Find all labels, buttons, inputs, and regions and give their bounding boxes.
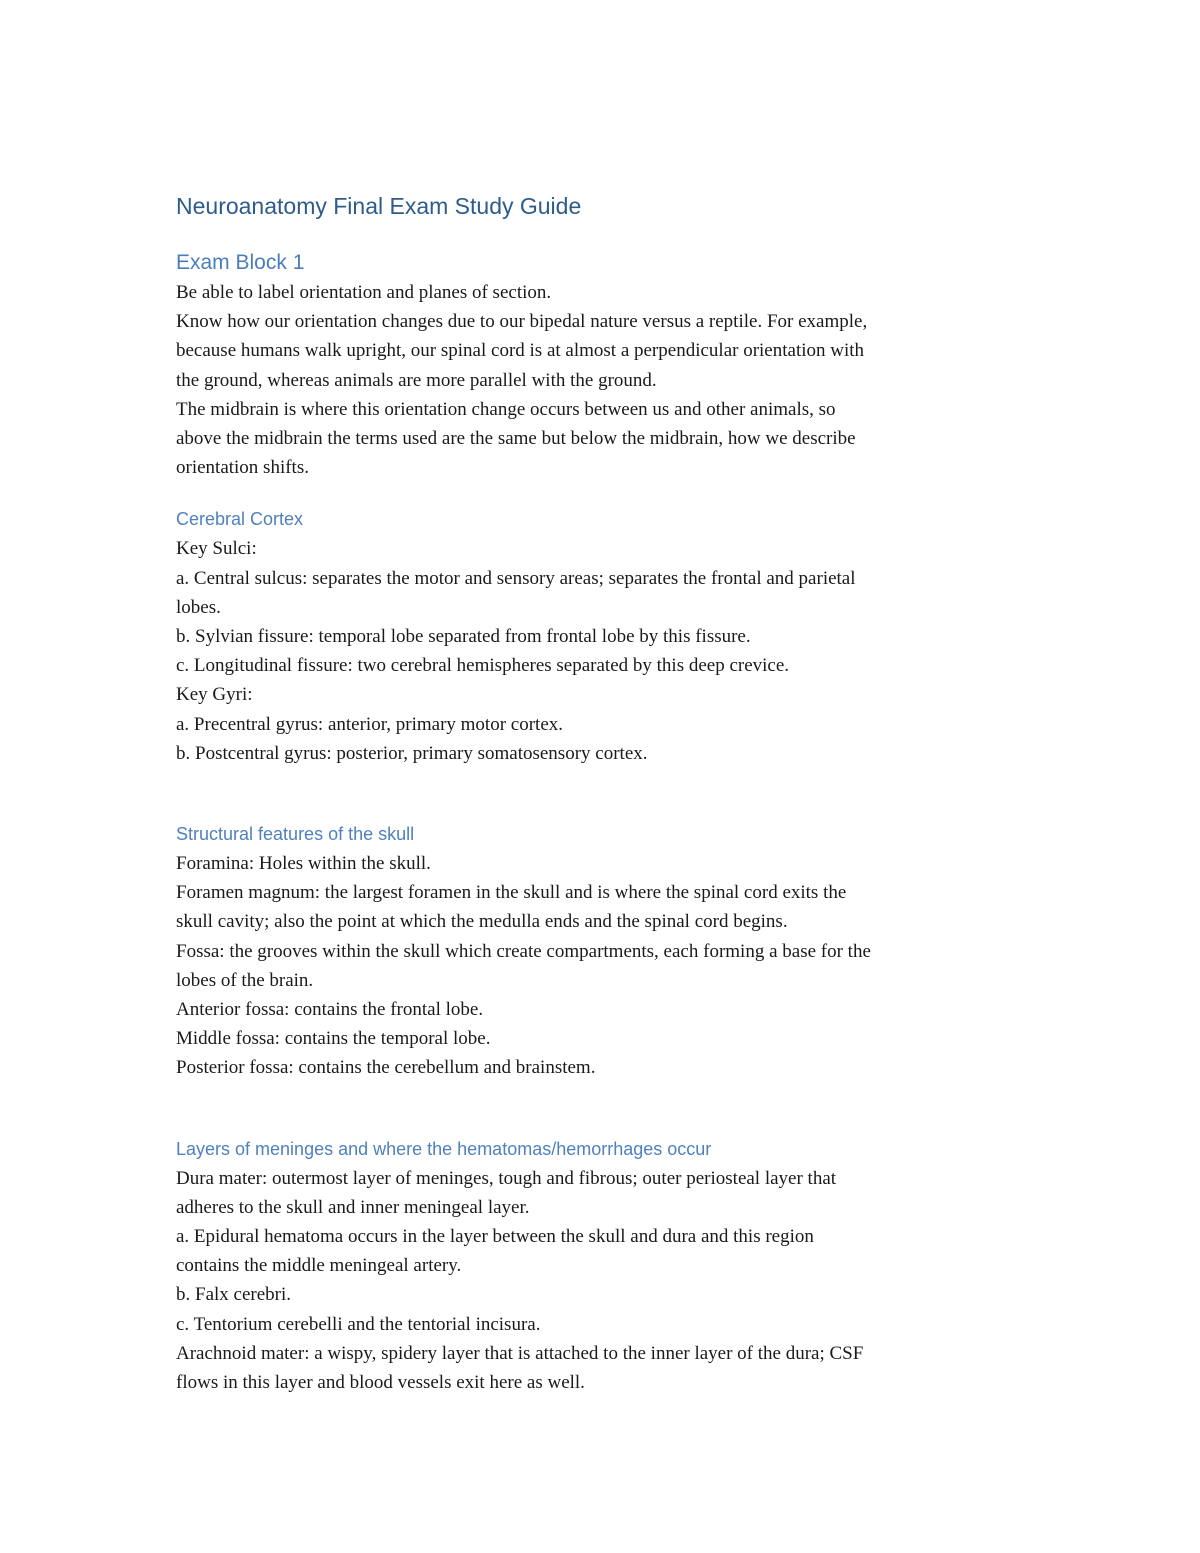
text-line: b. Postcentral gyrus: posterior, primary somatosensory cortex. — [176, 742, 648, 764]
text-line: a. Central sulcus: separates the motor and sensory areas; separates the frontal and parietal — [176, 567, 856, 589]
text-line: a. Precentral gyrus: anterior, primary motor cortex. — [176, 713, 564, 735]
text-line: flows in this layer and blood vessels exit here as well. — [176, 1372, 585, 1394]
text-line: because humans walk upright, our spinal cord is at almost a perpendicular orientation with — [176, 340, 865, 362]
text-line: contains the middle meningeal artery. — [176, 1255, 462, 1277]
section-skull — [176, 820, 1026, 1083]
text-line: orientation shifts. — [176, 457, 309, 479]
text-line: the ground, whereas animals are more parallel with the ground. — [176, 369, 657, 391]
section-heading: Layers of meninges and where the hematomas/hemorrhages occur — [176, 1138, 712, 1159]
intro-paragraph — [176, 278, 1026, 482]
text-line: Middle fossa: contains the temporal lobe. — [176, 1028, 491, 1050]
text-line: above the midbrain the terms used are the same but below the midbrain, how we describe — [176, 428, 856, 450]
exam-block-heading: Exam Block 1 — [176, 251, 305, 274]
text-line: b. Sylvian fissure: temporal lobe separated from frontal lobe by this fissure. — [176, 626, 751, 648]
section-heading: Structural features of the skull — [176, 824, 415, 845]
text-line: Key Sulci: — [176, 538, 257, 560]
text-line: Dura mater: outermost layer of meninges, tough and fibrous; outer periosteal layer that — [176, 1167, 837, 1189]
document-body — [176, 190, 1026, 1397]
text-line: skull cavity; also the point at which the medulla ends and the spinal cord begins. — [176, 911, 788, 933]
text-line: Fossa: the grooves within the skull which create compartments, each forming a base for the — [176, 940, 871, 962]
text-line: Anterior fossa: contains the frontal lobe. — [176, 999, 484, 1021]
text-line: Know how our orientation changes due to our bipedal nature versus a reptile. For example, — [176, 311, 868, 333]
text-line: Arachnoid mater: a wispy, spidery layer that is attached to the inner layer of the dura; CSF — [176, 1342, 864, 1364]
section-heading: Cerebral Cortex — [176, 509, 304, 530]
section-meninges — [176, 1135, 1026, 1398]
text-line: lobes of the brain. — [176, 969, 314, 991]
text-line: a. Epidural hematoma occurs in the layer between the skull and dura and this region — [176, 1226, 814, 1248]
text-line: Foramina: Holes within the skull. — [176, 853, 431, 875]
text-line: lobes. — [176, 596, 221, 618]
text-line: Be able to label orientation and planes of section. — [176, 282, 552, 303]
text-line: The midbrain is where this orientation change occurs between us and other animals, so — [176, 398, 836, 420]
text-line: adheres to the skull and inner meningeal layer. — [176, 1196, 530, 1218]
text-line: Foramen magnum: the largest foramen in the skull and is where the spinal cord exits the — [176, 882, 847, 904]
text-line: Key Gyri: — [176, 684, 253, 706]
text-line: c. Tentorium cerebelli and the tentorial incisura. — [176, 1313, 541, 1335]
text-line: c. Longitudinal fissure: two cerebral hemispheres separated by this deep crevice. — [176, 655, 790, 677]
document-title: Neuroanatomy Final Exam Study Guide — [176, 193, 582, 219]
text-line: Posterior fossa: contains the cerebellum and brainstem. — [176, 1057, 596, 1079]
text-line: b. Falx cerebri. — [176, 1284, 292, 1306]
section-cerebral-cortex — [176, 505, 1026, 768]
